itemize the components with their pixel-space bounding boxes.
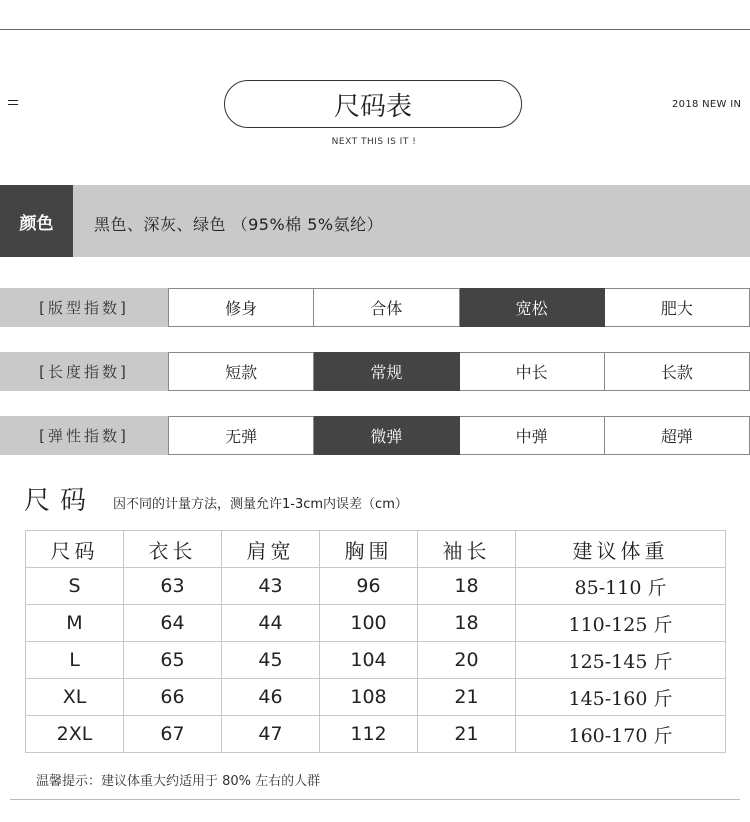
cell-weight: 110-125 斤 xyxy=(516,605,726,642)
cell-length: 63 xyxy=(124,568,222,605)
size-table-header-row xyxy=(26,531,726,568)
menu-icon xyxy=(8,97,20,109)
cell-size: L xyxy=(26,642,124,679)
table-row xyxy=(26,605,726,642)
cell-chest: 112 xyxy=(320,716,418,753)
cell-weight: 160-170 斤 xyxy=(516,716,726,753)
season-tag: 2018 NEW IN xyxy=(672,99,742,110)
color-text: 黑色、深灰、绿色 （95%棉 5%氨纶） xyxy=(94,215,384,234)
table-row xyxy=(26,679,726,716)
cell-length: 65 xyxy=(124,642,222,679)
header-weight: 建议体重 xyxy=(516,531,726,568)
length-option-short: 短款 xyxy=(168,352,314,391)
bottom-divider xyxy=(10,799,740,800)
cell-sleeve: 20 xyxy=(418,642,516,679)
cell-chest: 104 xyxy=(320,642,418,679)
length-index-row xyxy=(0,352,750,391)
length-option-long: 长款 xyxy=(605,352,750,391)
size-section-title: 尺码 xyxy=(24,486,97,516)
elasticity-index-label: [弹性指数] xyxy=(0,416,168,455)
cell-size: S xyxy=(26,568,124,605)
length-index-label: [长度指数] xyxy=(0,352,168,391)
color-label: 颜色 xyxy=(0,185,73,257)
fit-index-label: [版型指数] xyxy=(0,288,168,327)
fit-option-oversized: 肥大 xyxy=(605,288,750,327)
cell-size: M xyxy=(26,605,124,642)
cell-chest: 108 xyxy=(320,679,418,716)
cell-weight: 125-145 斤 xyxy=(516,642,726,679)
cell-chest: 100 xyxy=(320,605,418,642)
cell-size: XL xyxy=(26,679,124,716)
elasticity-option-high: 超弹 xyxy=(605,416,750,455)
length-index-options xyxy=(168,352,750,391)
page-title: 尺码表 xyxy=(224,80,522,128)
table-row xyxy=(26,568,726,605)
cell-sleeve: 21 xyxy=(418,679,516,716)
cell-sleeve: 18 xyxy=(418,605,516,642)
cell-weight: 145-160 斤 xyxy=(516,679,726,716)
cell-length: 67 xyxy=(124,716,222,753)
length-option-medium-long: 中长 xyxy=(460,352,605,391)
header-chest: 胸围 xyxy=(320,531,418,568)
cell-length: 66 xyxy=(124,679,222,716)
cell-weight: 85-110 斤 xyxy=(516,568,726,605)
top-divider xyxy=(0,29,750,30)
header-shoulder: 肩宽 xyxy=(222,531,320,568)
cell-shoulder: 45 xyxy=(222,642,320,679)
cell-shoulder: 47 xyxy=(222,716,320,753)
size-table xyxy=(25,530,726,753)
table-row xyxy=(26,716,726,753)
page-subtitle: NEXT THIS IS IT ! xyxy=(331,137,417,147)
fit-option-loose: 宽松 xyxy=(460,288,605,327)
header-length: 衣长 xyxy=(124,531,222,568)
cell-length: 64 xyxy=(124,605,222,642)
fit-index-options xyxy=(168,288,750,327)
table-row xyxy=(26,642,726,679)
elasticity-option-medium: 中弹 xyxy=(460,416,605,455)
size-section-note: 因不同的计量方法，测量允许1-3cm内误差（cm） xyxy=(113,497,408,512)
tip-text: 温馨提示：建议体重大约适用于 80% 左右的人群 xyxy=(36,774,321,789)
cell-shoulder: 43 xyxy=(222,568,320,605)
elasticity-index-row xyxy=(0,416,750,455)
cell-sleeve: 21 xyxy=(418,716,516,753)
fit-index-row xyxy=(0,288,750,327)
cell-shoulder: 44 xyxy=(222,605,320,642)
cell-chest: 96 xyxy=(320,568,418,605)
header-size: 尺码 xyxy=(26,531,124,568)
cell-shoulder: 46 xyxy=(222,679,320,716)
fit-option-regular: 合体 xyxy=(314,288,459,327)
length-option-regular: 常规 xyxy=(314,352,459,391)
elasticity-option-slight: 微弹 xyxy=(314,416,459,455)
header-sleeve: 袖长 xyxy=(418,531,516,568)
elasticity-option-none: 无弹 xyxy=(168,416,314,455)
cell-sleeve: 18 xyxy=(418,568,516,605)
cell-size: 2XL xyxy=(26,716,124,753)
elasticity-index-options xyxy=(168,416,750,455)
fit-option-slim: 修身 xyxy=(168,288,314,327)
